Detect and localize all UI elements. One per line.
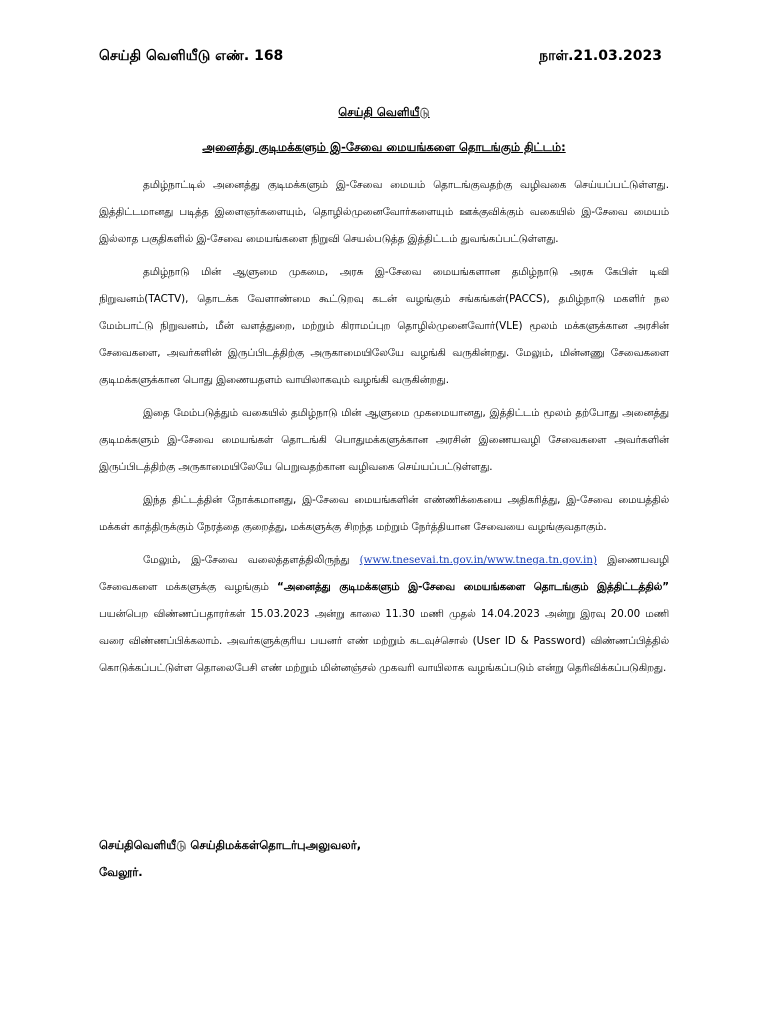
paragraph-5-details: பயன்பெற விண்ணப்பதாரர்கள் 15.03.2023 அன்று காலை 11.30 மணி முதல் 14.04.2023 அன்று இரவு 20.00 மணி வரை விண்ணப்பிக்கலாம். அவர்களுக்குரிய பயனர் எண் மற்றும் கடவுச்சொல் (User ID & Password) விண்ணப்பித்தில் கொடுக்கப்பட்டுள்ள தொலைபேசி எண் மற்றும் மின்னஞ்சல் முகவரி வாயிலாக வழங்கப்படும் என்று தெரிவிக்கப்படுகிறது. <box>99 608 669 674</box>
paragraph-2: தமிழ்நாடு மின் ஆளுமை முகமை, அரசு இ-சேவை மையங்களான தமிழ்நாடு அரசு கேபிள் டிவி நிறுவனம்(TACTV), தொடக்க வேளாண்மை கூட்டுறவு கடன் வழங்கும் சங்கங்கள்(PACCS), தமிழ்நாடு மகளிர் நல மேம்பாட்டு நிறுவனம், மீன் வளத்துறை, மற்றும் கிராமப்புற தொழில்முனைவோர்(VLE) மூலம் மக்களுக்கான அரசின் சேவைகளை, அவர்களின் இருப்பிடத்திற்கு அருகாமையிலேயே வழங்கி வருகின்றது. மேலும், மின்னணு சேவைகளை குடிமக்களுக்கான பொது இணையதளம் வாயிலாகவும் வழங்கி வருகின்றது. <box>99 266 669 386</box>
paragraph-5-intro: மேலும், இ-சேவை வலைத்தளத்திலிருந்து <box>143 554 350 566</box>
scheme-name: “அனைத்து குடிமக்களும் இ-சேவை மையங்களை தொடங்கும் இத்திட்டத்தில்” <box>277 581 669 593</box>
paragraph-1: தமிழ்நாட்டில் அனைத்து குடிமக்களும் இ-சேவை மையம் தொடங்குவதற்கு வழிவகை செய்யப்பட்டுள்ளது. இத்திட்டமானது படித்த இளைஞர்களையும், தொழில்முனைவோர்களையும் ஊக்குவிக்கும் வகையில் இ-சேவை மையம் இல்லாத பகுதிகளில் இ-சேவை மையங்களை நிறுவி செயல்படுத்த இத்திட்டம் துவங்கப்பட்டுள்ளது. <box>99 179 669 245</box>
paragraph-3: இதை மேம்படுத்தும் வகையில் தமிழ்நாடு மின் ஆளுமை முகமையானது, இத்திட்டம் மூலம் தற்போது அனைத்து குடிமக்களும் இ-சேவை மையங்கள் தொடங்கி பொதுமக்களுக்கான அரசின் இணையவழி சேவைகளை அவர்களின் இருப்பிடத்திற்கு அருகாமையிலேயே பெறுவதற்கான வழிவகை செய்யப்பட்டுள்ளது. <box>99 407 669 473</box>
signature-line-1: செய்திவெளியீடு செய்திமக்கள்தொடர்புஅலுவலர், <box>99 838 362 852</box>
paragraph-4: இந்த திட்டத்தின் நோக்கமானது, இ-சேவை மையங்களின் எண்ணிக்கையை அதிகரித்து, இ-சேவை மையத்தில் மக்கள் காத்திருக்கும் நேரத்தை குறைத்து, மக்களுக்கு சிறந்த மற்றும் நேர்த்தியான சேவையை வழங்குவதாகும். <box>99 494 669 533</box>
document-body <box>99 172 669 688</box>
document-title: செய்தி வெளியீடு <box>338 105 430 119</box>
signature-block <box>99 832 361 886</box>
release-number: செய்தி வெளியீடு எண். 168 <box>99 48 284 64</box>
document-subtitle: அனைத்து குடிமக்களும் இ-சேவை மையங்களை தொடங்கும் திட்டம்: <box>202 140 566 154</box>
website-link[interactable]: (www.tnesevai.tn.gov.in/www.tnega.tn.gov.in) <box>359 554 597 566</box>
release-date: நாள்.21.03.2023 <box>539 48 662 64</box>
signature-line-2: வேலூர். <box>99 865 143 879</box>
paragraph-5 <box>99 547 669 682</box>
paragraph-5-mid: இணையவழி சேவைகளை மக்களுக்கு வழங்கும் <box>99 554 669 593</box>
